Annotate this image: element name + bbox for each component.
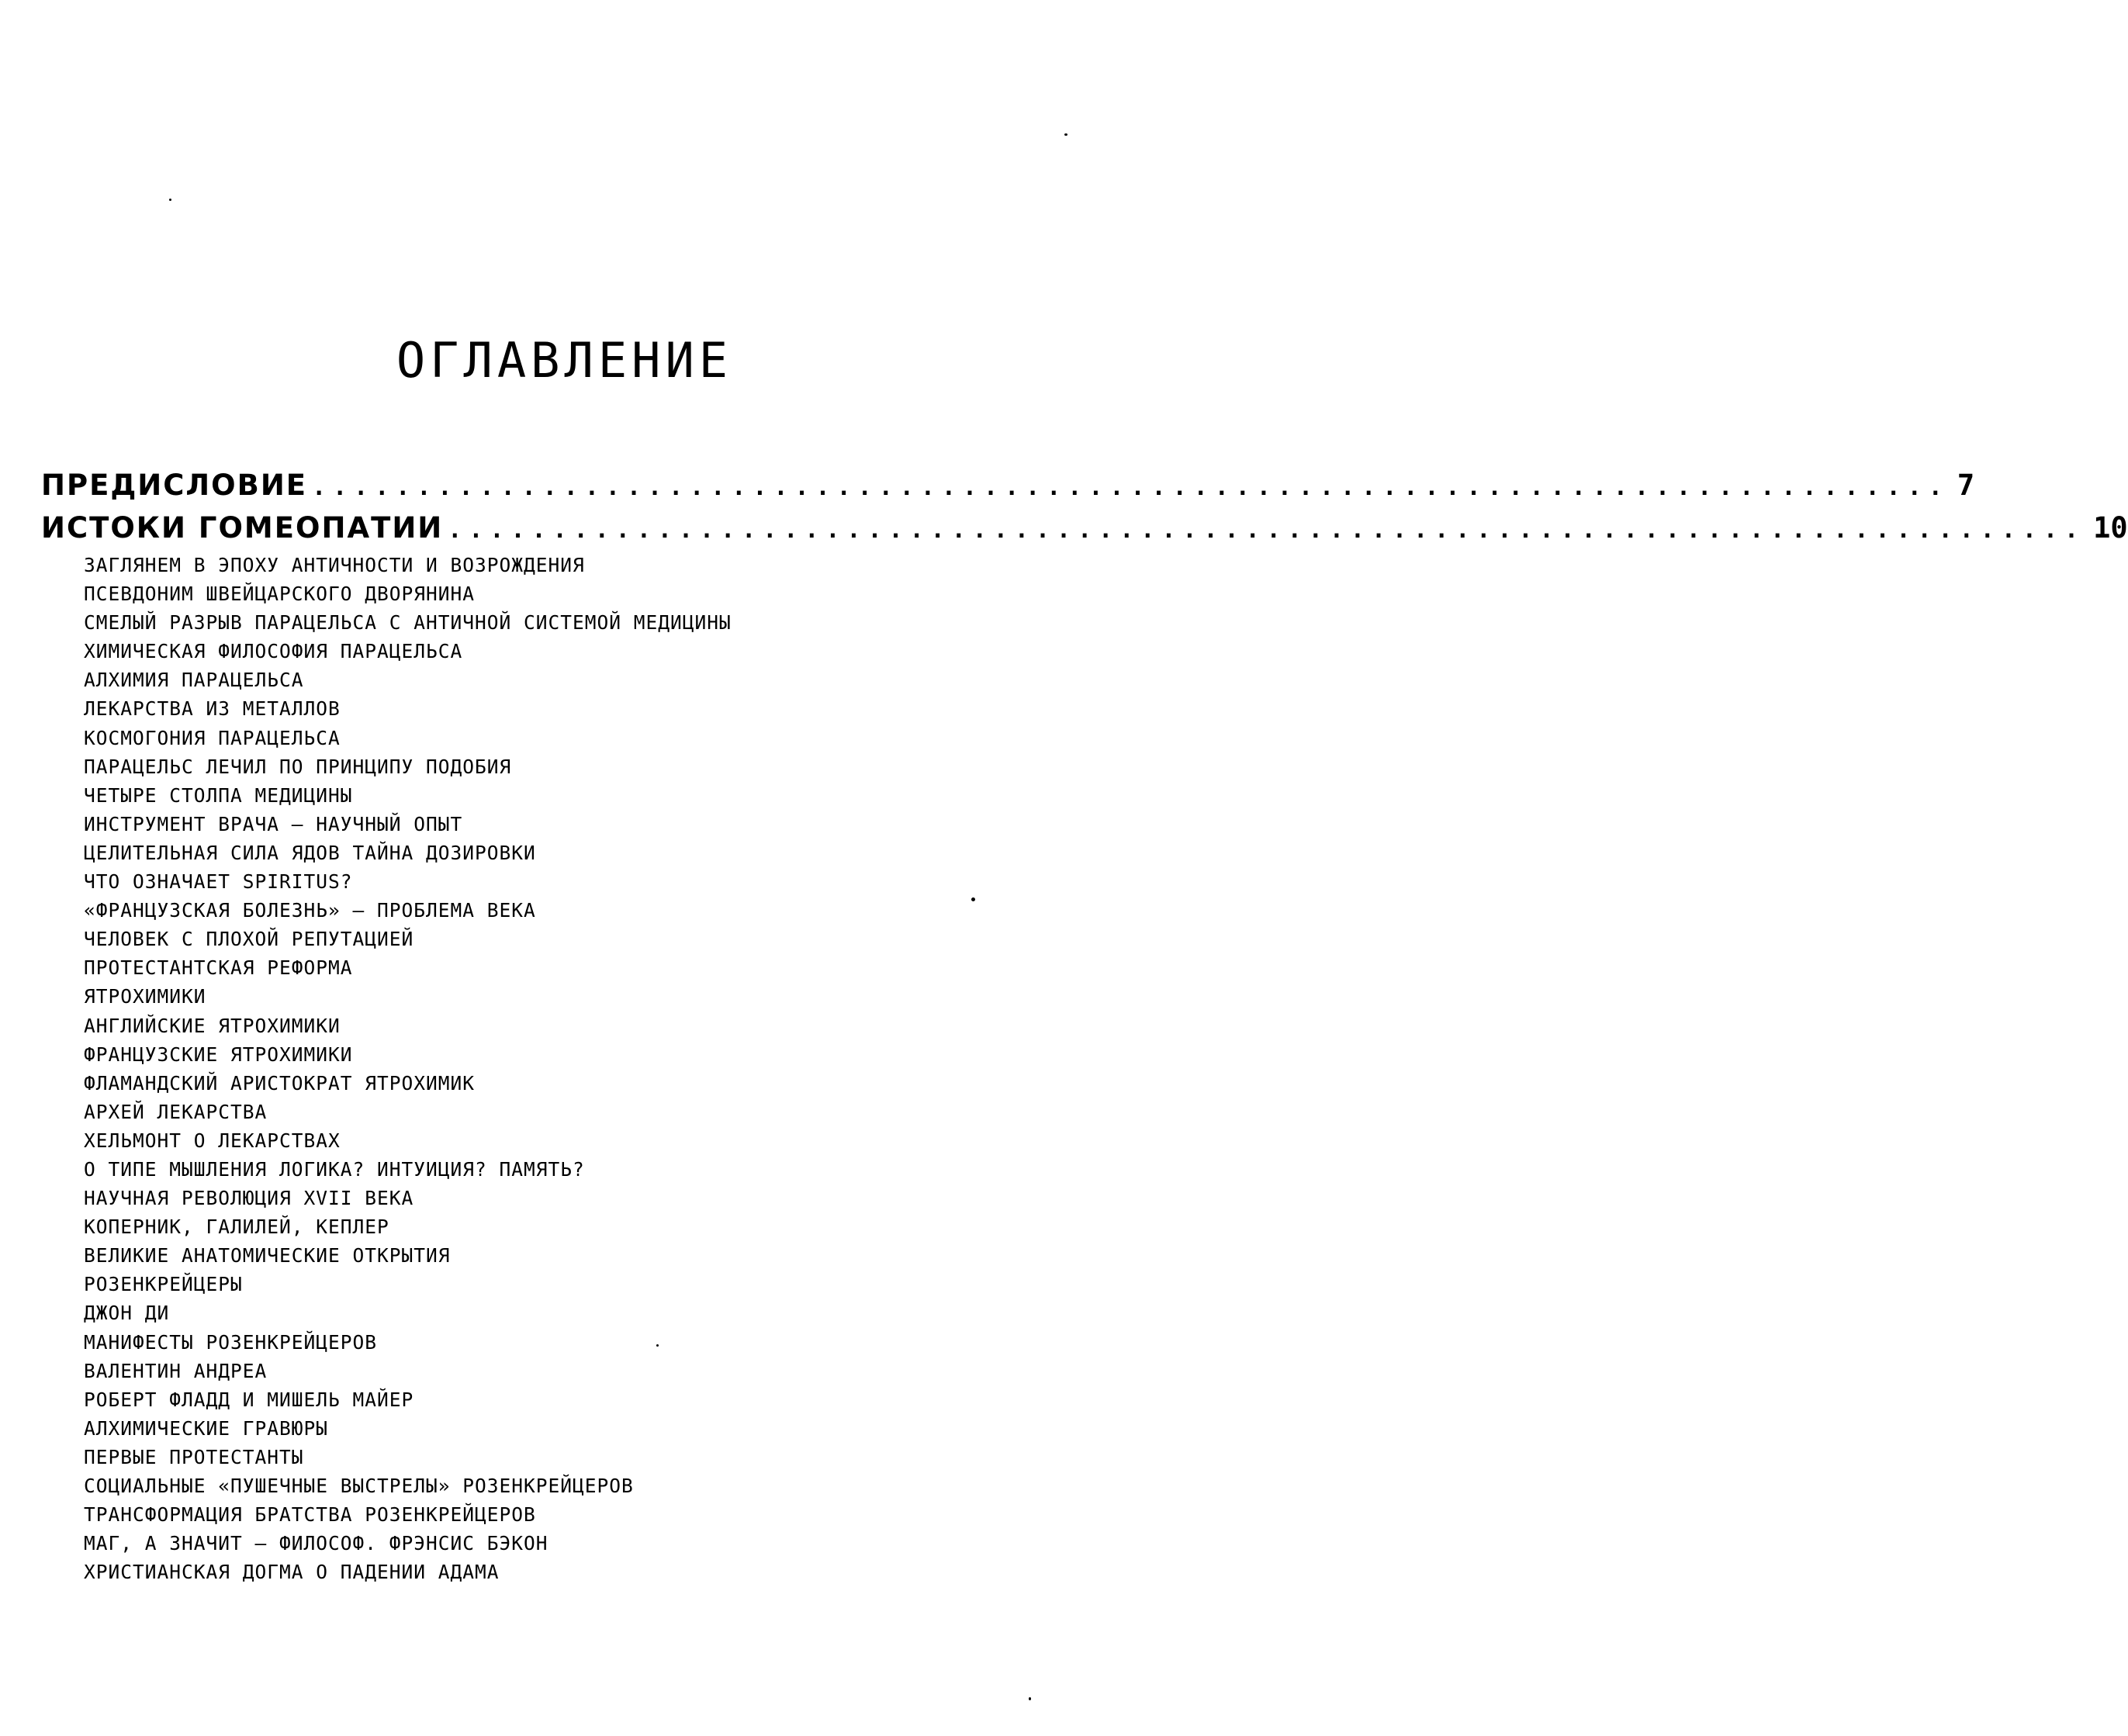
chapter-title: ПРЕДИСЛОВИЕ	[41, 469, 308, 502]
toc-section-item[interactable]: СМЕЛЫЙ РАЗРЫВ ПАРАЦЕЛЬСА С АНТИЧНОЙ СИСТЕМОЙ МЕДИЦИНЫ	[84, 611, 732, 635]
toc-section-item[interactable]: «ФРАНЦУЗСКАЯ БОЛЕЗНЬ» – ПРОБЛЕМА ВЕКА	[84, 899, 536, 922]
dot-leader: ..............................................................................	[448, 517, 2086, 544]
toc-section-item[interactable]: РОЗЕНКРЕЙЦЕРЫ	[84, 1273, 243, 1296]
chapter-title: ИСТОКИ ГОМЕОПАТИИ	[41, 511, 444, 545]
toc-section-item[interactable]: ИНСТРУМЕНТ ВРАЧА – НАУЧНЫЙ ОПЫТ	[84, 812, 463, 835]
toc-section-item[interactable]: СОЦИАЛЬНЫЕ «ПУШЕЧНЫЕ ВЫСТРЕЛЫ» РОЗЕНКРЕЙЦЕРОВ	[84, 1475, 634, 1497]
scan-speck	[169, 199, 171, 201]
dot-leader: ..............................................................................	[312, 474, 1950, 501]
toc-section-item[interactable]: АРХЕЙ ЛЕКАРСТВА	[84, 1100, 268, 1123]
toc-section-item[interactable]: ЯТРОХИМИКИ	[84, 985, 206, 1008]
toc-chapter-origins[interactable]	[41, 511, 2128, 545]
toc-section-item[interactable]: ФЛАМАНДСКИЙ АРИСТОКРАТ ЯТРОХИМИК	[84, 1071, 476, 1095]
toc-section-item[interactable]: МАНИФЕСТЫ РОЗЕНКРЕЙЦЕРОВ	[84, 1330, 378, 1354]
toc-section-item[interactable]: ПСЕВДОНИМ ШВЕЙЦАРСКОГО ДВОРЯНИНА	[84, 583, 476, 606]
toc-section-item[interactable]: ЧТО ОЗНАЧАЕТ SPIRITUS?	[84, 870, 353, 894]
toc-section-item[interactable]: ХИМИЧЕСКАЯ ФИЛОСОФИЯ ПАРАЦЕЛЬСА	[84, 640, 463, 663]
toc-section-item[interactable]: ХРИСТИАНСКАЯ ДОГМА О ПАДЕНИИ АДАМА	[84, 1561, 500, 1584]
toc-section-item[interactable]: ЦЕЛИТЕЛЬНАЯ СИЛА ЯДОВ ТАЙНА ДОЗИРОВКИ	[84, 841, 536, 864]
toc-section-item[interactable]: ЧЕЛОВЕК С ПЛОХОЙ РЕПУТАЦИЕЙ	[84, 928, 414, 951]
scan-speck	[1064, 133, 1067, 136]
toc-section-item[interactable]: ВАЛЕНТИН АНДРЕА	[84, 1359, 268, 1382]
toc-section-item[interactable]: ХЕЛЬМОНТ О ЛЕКАРСТВАХ	[84, 1129, 341, 1152]
toc-section-item[interactable]: ЧЕТЫРЕ СТОЛПА МЕДИЦИНЫ	[84, 783, 353, 807]
scan-speck	[1029, 1697, 1031, 1700]
page-title: ОГЛАВЛЕНИЕ	[396, 331, 733, 389]
toc-section-item[interactable]: О ТИПЕ МЫШЛЕНИЯ ЛОГИКА? ИНТУИЦИЯ? ПАМЯТЬ?	[84, 1157, 585, 1181]
toc-section-item[interactable]: ПАРАЦЕЛЬС ЛЕЧИЛ ПО ПРИНЦИПУ ПОДОБИЯ	[84, 755, 512, 778]
toc-section-item[interactable]: КОПЕРНИК, ГАЛИЛЕЙ, КЕПЛЕР	[84, 1216, 389, 1239]
toc-section-item[interactable]: КОСМОГОНИЯ ПАРАЦЕЛЬСА	[84, 726, 341, 749]
toc-section-item[interactable]: НАУЧНАЯ РЕВОЛЮЦИЯ XVII ВЕКА	[84, 1187, 414, 1210]
scan-speck	[656, 1344, 659, 1347]
toc-section-item[interactable]: ВЕЛИКИЕ АНАТОМИЧЕСКИЕ ОТКРЫТИЯ	[84, 1244, 451, 1267]
chapter-page-number: 7	[1957, 469, 1975, 502]
toc-section-item[interactable]: ЛЕКАРСТВА ИЗ МЕТАЛЛОВ	[84, 697, 341, 721]
toc-section-item[interactable]: АНГЛИЙСКИЕ ЯТРОХИМИКИ	[84, 1014, 341, 1037]
toc-section-item[interactable]: ПЕРВЫЕ ПРОТЕСТАНТЫ	[84, 1445, 304, 1468]
toc-section-item[interactable]: АЛХИМИЧЕСКИЕ ГРАВЮРЫ	[84, 1416, 329, 1440]
toc-chapter-preface[interactable]	[41, 469, 1975, 503]
toc-section-item[interactable]: АЛХИМИЯ ПАРАЦЕЛЬСА	[84, 669, 304, 692]
toc-section-item[interactable]: ФРАНЦУЗСКИЕ ЯТРОХИМИКИ	[84, 1043, 353, 1066]
toc-section-item[interactable]: МАГ, А ЗНАЧИТ – ФИЛОСОФ. ФРЭНСИС БЭКОН	[84, 1532, 548, 1555]
toc-section-list	[84, 551, 1054, 1586]
toc-section-item[interactable]: ТРАНСФОРМАЦИЯ БРАТСТВА РОЗЕНКРЕЙЦЕРОВ	[84, 1503, 536, 1527]
toc-section-item[interactable]: ДЖОН ДИ	[84, 1302, 170, 1325]
scan-speck	[971, 897, 975, 901]
toc-section-item[interactable]: ПРОТЕСТАНТСКАЯ РЕФОРМА	[84, 956, 353, 980]
toc-section-item[interactable]: РОБЕРТ ФЛАДД И МИШЕЛЬ МАЙЕР	[84, 1388, 414, 1411]
chapter-page-number: 10	[2093, 511, 2128, 545]
toc-section-item[interactable]: ЗАГЛЯНЕМ В ЭПОХУ АНТИЧНОСТИ И ВОЗРОЖДЕНИЯ	[84, 554, 585, 576]
